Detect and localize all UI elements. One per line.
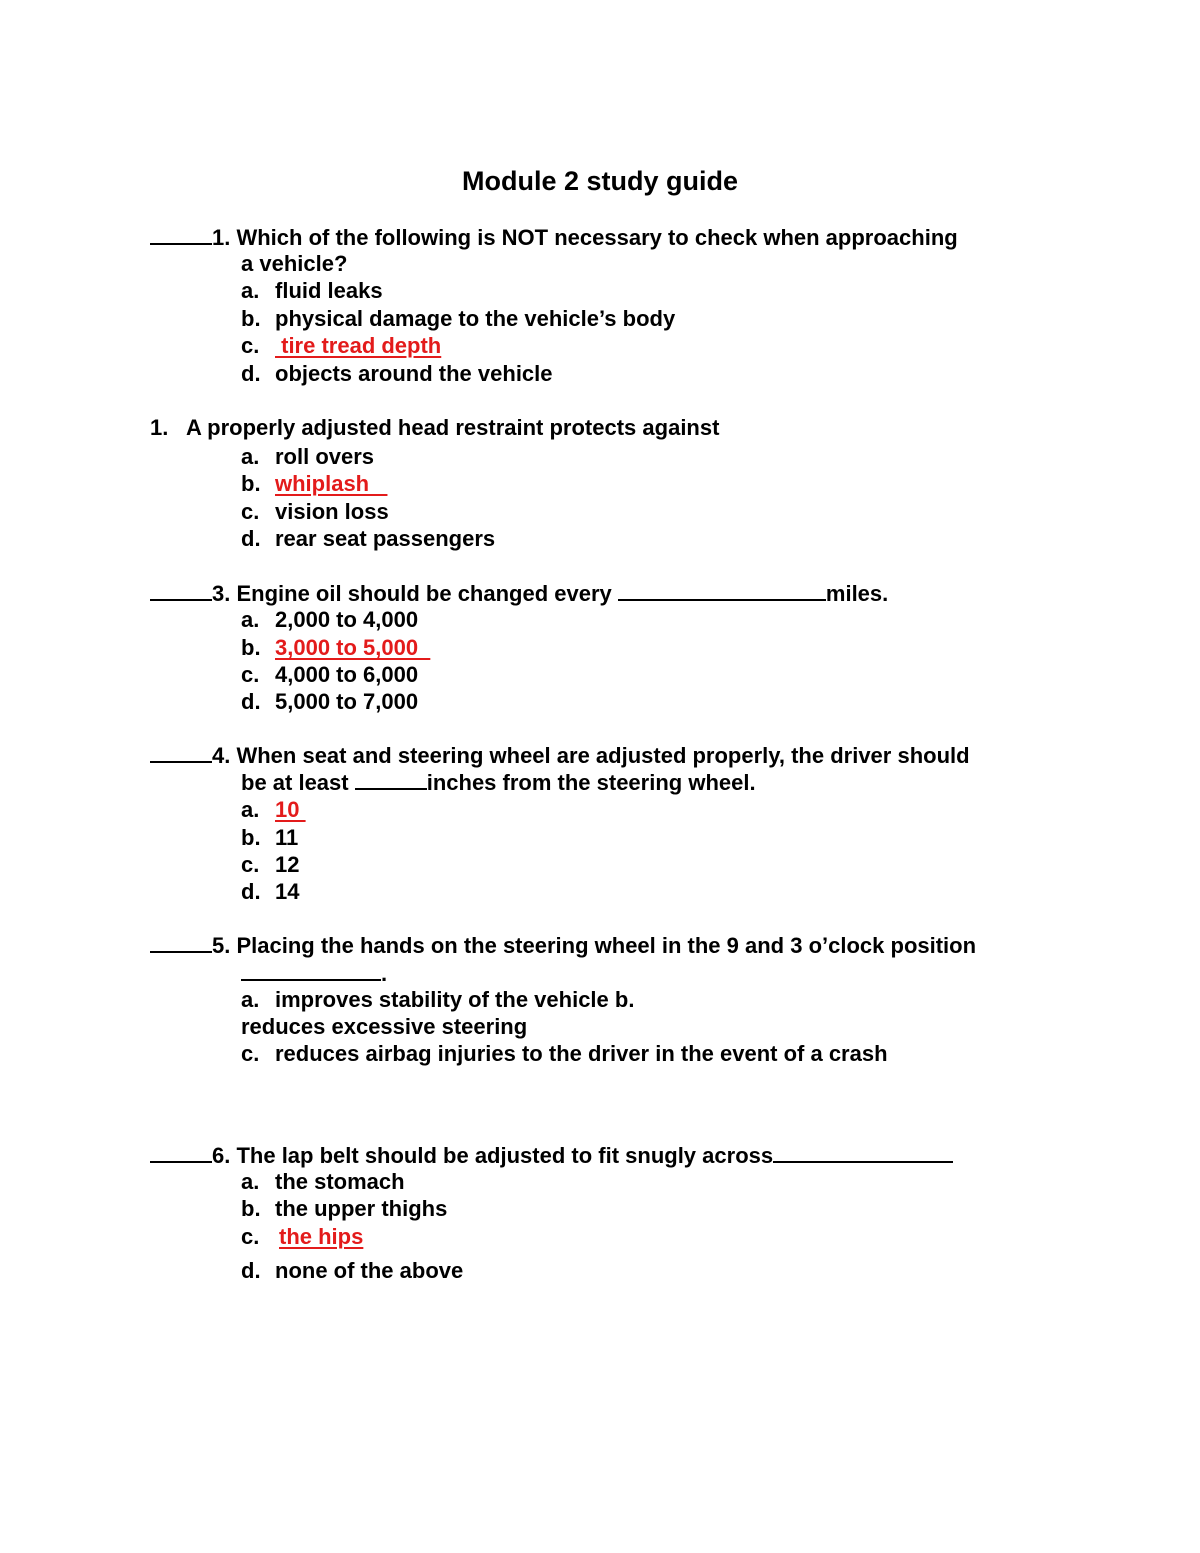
option-a: a. fluid leaks bbox=[241, 278, 383, 303]
question-1 bbox=[150, 223, 958, 251]
option-d: d. 14 bbox=[241, 879, 300, 904]
question-5: 5. Placing the hands on the steering wheel in the 9 and 3 o’clock position bbox=[150, 931, 976, 959]
option-c: c. 4,000 to 6,000 bbox=[241, 662, 419, 687]
option-a: a. roll overs bbox=[241, 444, 375, 469]
correct-answer: tire tread depth bbox=[275, 333, 442, 358]
option-b: b. physical damage to the vehicle’s body bbox=[241, 306, 676, 331]
answer-blank[interactable] bbox=[150, 223, 212, 245]
fill-in-blank[interactable] bbox=[355, 768, 427, 790]
question-text-continued: be at least inches from the steering wheel. bbox=[241, 770, 756, 795]
option-a: a. the stomach bbox=[241, 1169, 405, 1194]
option-d: d. rear seat passengers bbox=[241, 526, 496, 551]
page-title: Module 2 study guide bbox=[461, 166, 738, 196]
option-d: d. 5,000 to 7,000 bbox=[241, 689, 419, 714]
option-b: b. 11 bbox=[241, 825, 299, 850]
answer-blank[interactable] bbox=[150, 741, 212, 763]
answer-blank[interactable] bbox=[150, 931, 212, 953]
question-4: 4. When seat and steering wheel are adjusted properly, the driver should bbox=[150, 741, 970, 769]
option-d: d. none of the above bbox=[241, 1258, 464, 1283]
question-3: 3. Engine oil should be changed every miles. bbox=[150, 579, 888, 607]
option-d: d. objects around the vehicle bbox=[241, 361, 553, 386]
option-c-correct: c. tire tread depth bbox=[241, 333, 442, 358]
option-c: c. 12 bbox=[241, 852, 300, 877]
answer-blank[interactable] bbox=[150, 579, 212, 601]
correct-answer: 3,000 to 5,000 bbox=[275, 635, 431, 660]
option-b-correct: b. whiplash bbox=[241, 471, 388, 496]
question-6: 6. The lap belt should be adjusted to fit snugly across bbox=[150, 1141, 953, 1169]
question-number: 1. bbox=[212, 225, 231, 250]
option-b: reduces excessive steering bbox=[241, 1014, 528, 1039]
correct-answer: the hips bbox=[279, 1224, 364, 1249]
answer-blank[interactable] bbox=[150, 1141, 212, 1163]
option-b: b. the upper thighs bbox=[241, 1196, 448, 1221]
option-c: c. vision loss bbox=[241, 499, 389, 524]
question-number: 1. bbox=[150, 415, 169, 440]
question-2 bbox=[150, 414, 719, 441]
option-a-correct: a. 10 bbox=[241, 797, 306, 822]
option-b-correct: b. 3,000 to 5,000 bbox=[241, 635, 431, 660]
correct-answer: 10 bbox=[275, 797, 306, 822]
fill-in-blank[interactable] bbox=[773, 1141, 953, 1163]
fill-in-blank[interactable] bbox=[241, 959, 381, 981]
question-text: Which of the following is NOT necessary to check when approaching bbox=[230, 225, 958, 250]
option-c-correct: c. the hips bbox=[241, 1224, 364, 1249]
option-c: c. reduces airbag injuries to the driver in the event of a crash bbox=[241, 1041, 888, 1066]
correct-answer: whiplash bbox=[275, 471, 388, 496]
question-text-continued: a vehicle? bbox=[241, 251, 348, 276]
question-text: A properly adjusted head restraint protects against bbox=[186, 415, 720, 440]
question-text-continued: . bbox=[241, 959, 387, 987]
option-a: a. improves stability of the vehicle b. bbox=[241, 987, 635, 1012]
fill-in-blank[interactable] bbox=[618, 579, 826, 601]
option-a: a. 2,000 to 4,000 bbox=[241, 607, 419, 632]
